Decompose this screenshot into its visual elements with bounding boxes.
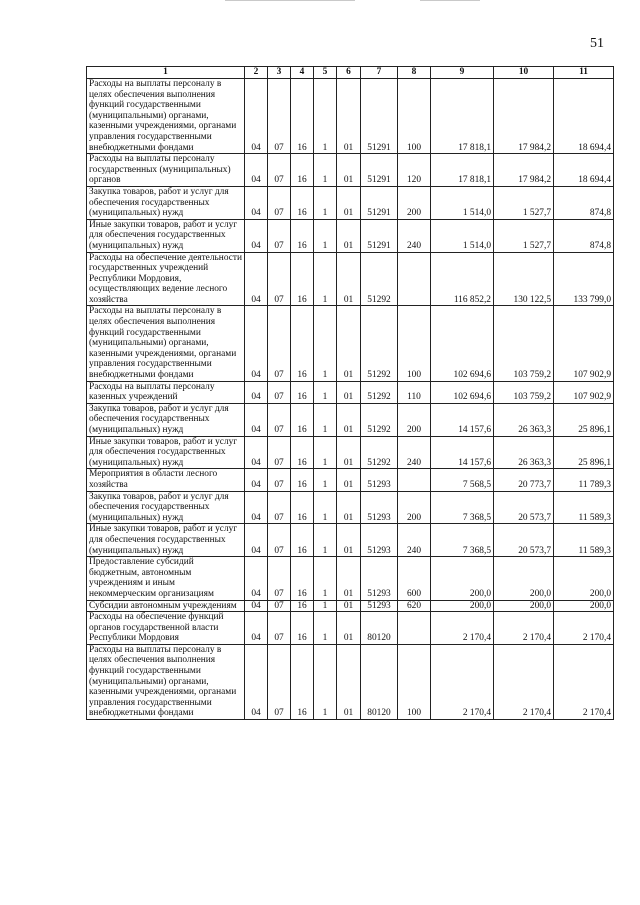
cell-amount: 130 122,5 — [494, 252, 554, 306]
cell-code: 1 — [314, 154, 337, 187]
cell-code: 80120 — [361, 644, 398, 719]
cell-code: 110 — [398, 381, 431, 403]
cell-amount: 2 170,4 — [554, 644, 614, 719]
cell-code: 01 — [337, 524, 361, 557]
cell-expense-name: Закупка товаров, работ и услуг для обеспечения государственных (муниципальных) нужд — [87, 403, 245, 436]
cell-code: 01 — [337, 219, 361, 252]
cell-code: 1 — [314, 403, 337, 436]
cell-expense-name: Предоставление субсидий бюджетным, автономным учреждениям и иным некоммерческим организациям — [87, 557, 245, 600]
cell-code: 51292 — [361, 436, 398, 469]
cell-expense-name: Расходы на выплаты персоналу в целях обеспечения выполнения функций государственными (муниципальными) органами, казенными учреждениями, органами управления государственными внебюджетными фондами — [87, 306, 245, 381]
cell-code: 16 — [291, 600, 314, 612]
cell-code: 07 — [268, 612, 291, 645]
cell-code: 16 — [291, 469, 314, 491]
cell-expense-name: Иные закупки товаров, работ и услуг для обеспечения государственных (муниципальных) нужд — [87, 524, 245, 557]
table-row — [87, 154, 614, 187]
cell-code: 07 — [268, 306, 291, 381]
header-row — [87, 67, 614, 79]
cell-code: 51293 — [361, 491, 398, 524]
cell-amount: 1 527,7 — [494, 186, 554, 219]
cell-code: 16 — [291, 524, 314, 557]
cell-amount: 11 589,3 — [554, 524, 614, 557]
column-header: 7 — [361, 67, 398, 79]
cell-code: 240 — [398, 524, 431, 557]
cell-code: 01 — [337, 154, 361, 187]
budget-table — [86, 66, 614, 720]
cell-expense-name: Иные закупки товаров, работ и услуг для обеспечения государственных (муниципальных) нужд — [87, 436, 245, 469]
cell-code: 1 — [314, 186, 337, 219]
cell-code: 07 — [268, 403, 291, 436]
cell-code: 51293 — [361, 524, 398, 557]
cell-code: 04 — [245, 252, 268, 306]
cell-code: 600 — [398, 557, 431, 600]
cell-amount: 200,0 — [431, 557, 494, 600]
cell-amount: 1 514,0 — [431, 219, 494, 252]
cell-code: 51292 — [361, 306, 398, 381]
cell-amount: 102 694,6 — [431, 306, 494, 381]
cell-code: 04 — [245, 557, 268, 600]
cell-code: 100 — [398, 79, 431, 154]
column-header: 9 — [431, 67, 494, 79]
cell-amount: 2 170,4 — [554, 612, 614, 645]
cell-code: 16 — [291, 557, 314, 600]
cell-code: 07 — [268, 252, 291, 306]
cell-code — [398, 252, 431, 306]
cell-amount: 17 984,2 — [494, 154, 554, 187]
cell-code: 240 — [398, 219, 431, 252]
cell-amount: 11 589,3 — [554, 491, 614, 524]
cell-code: 07 — [268, 186, 291, 219]
cell-amount: 26 363,3 — [494, 436, 554, 469]
cell-code: 04 — [245, 644, 268, 719]
cell-expense-name: Расходы на выплаты персоналу в целях обеспечения выполнения функций государственными (муниципальными) органами, казенными учреждениями, органами управления государственными внебюджетными фондами — [87, 644, 245, 719]
page-number: 51 — [590, 36, 604, 51]
cell-expense-name: Расходы на обеспечение функций органов государственной власти Республики Мордовия — [87, 612, 245, 645]
cell-amount: 7 568,5 — [431, 469, 494, 491]
cell-code: 07 — [268, 644, 291, 719]
cell-code: 16 — [291, 186, 314, 219]
cell-code: 1 — [314, 491, 337, 524]
cell-code: 04 — [245, 600, 268, 612]
cell-code: 51293 — [361, 600, 398, 612]
cell-expense-name: Иные закупки товаров, работ и услуг для обеспечения государственных (муниципальных) нужд — [87, 219, 245, 252]
column-header: 5 — [314, 67, 337, 79]
cell-code: 07 — [268, 381, 291, 403]
cell-expense-name: Расходы на выплаты персоналу государственных (муниципальных) органов — [87, 154, 245, 187]
cell-code: 01 — [337, 644, 361, 719]
cell-code: 04 — [245, 403, 268, 436]
cell-code: 01 — [337, 186, 361, 219]
cell-amount: 17 818,1 — [431, 154, 494, 187]
cell-amount: 1 527,7 — [494, 219, 554, 252]
table-row — [87, 252, 614, 306]
cell-code: 01 — [337, 612, 361, 645]
table-row — [87, 79, 614, 154]
cell-code: 01 — [337, 306, 361, 381]
cell-code: 1 — [314, 557, 337, 600]
cell-expense-name: Закупка товаров, работ и услуг для обеспечения государственных (муниципальных) нужд — [87, 186, 245, 219]
cell-code: 07 — [268, 600, 291, 612]
cell-amount: 200,0 — [554, 557, 614, 600]
cell-code: 16 — [291, 219, 314, 252]
cell-code: 1 — [314, 612, 337, 645]
cell-amount: 25 896,1 — [554, 436, 614, 469]
cell-code: 07 — [268, 79, 291, 154]
cell-amount: 20 573,7 — [494, 491, 554, 524]
cell-expense-name: Мероприятия в области лесного хозяйства — [87, 469, 245, 491]
cell-code: 07 — [268, 154, 291, 187]
cell-code: 1 — [314, 79, 337, 154]
cell-expense-name: Расходы на выплаты персоналу в целях обеспечения выполнения функций государственными (муниципальными) органами, казенными учреждениями, органами управления государственными внебюджетными фондами — [87, 79, 245, 154]
table-row — [87, 612, 614, 645]
cell-code: 16 — [291, 491, 314, 524]
column-header: 8 — [398, 67, 431, 79]
cell-amount: 116 852,2 — [431, 252, 494, 306]
cell-code: 1 — [314, 600, 337, 612]
cell-code: 16 — [291, 381, 314, 403]
cell-code: 16 — [291, 306, 314, 381]
table-row — [87, 491, 614, 524]
cell-code: 07 — [268, 491, 291, 524]
cell-code: 51291 — [361, 219, 398, 252]
cell-code: 1 — [314, 524, 337, 557]
cell-code: 1 — [314, 436, 337, 469]
cell-code: 51293 — [361, 557, 398, 600]
table-row — [87, 600, 614, 612]
cell-code: 04 — [245, 306, 268, 381]
cell-code: 100 — [398, 644, 431, 719]
cell-code: 16 — [291, 436, 314, 469]
cell-amount: 874,8 — [554, 186, 614, 219]
column-header: 1 — [87, 67, 245, 79]
cell-amount: 25 896,1 — [554, 403, 614, 436]
cell-code: 04 — [245, 186, 268, 219]
cell-code: 01 — [337, 79, 361, 154]
cell-amount: 1 514,0 — [431, 186, 494, 219]
cell-code: 01 — [337, 381, 361, 403]
cell-amount: 200,0 — [494, 557, 554, 600]
cell-code: 1 — [314, 469, 337, 491]
cell-code: 04 — [245, 524, 268, 557]
column-header: 3 — [268, 67, 291, 79]
cell-code: 51291 — [361, 154, 398, 187]
cell-code: 80120 — [361, 612, 398, 645]
table-row — [87, 524, 614, 557]
cell-expense-name: Закупка товаров, работ и услуг для обеспечения государственных (муниципальных) нужд — [87, 491, 245, 524]
cell-code: 07 — [268, 436, 291, 469]
table-row — [87, 186, 614, 219]
cell-amount: 26 363,3 — [494, 403, 554, 436]
cell-code: 51291 — [361, 79, 398, 154]
cell-code: 01 — [337, 436, 361, 469]
cell-amount: 11 789,3 — [554, 469, 614, 491]
table-row — [87, 403, 614, 436]
cell-amount: 17 984,2 — [494, 79, 554, 154]
cell-code: 01 — [337, 403, 361, 436]
cell-code: 01 — [337, 469, 361, 491]
cell-code: 1 — [314, 252, 337, 306]
cell-code: 51293 — [361, 469, 398, 491]
cell-amount: 133 799,0 — [554, 252, 614, 306]
table-row — [87, 306, 614, 381]
cell-code: 16 — [291, 154, 314, 187]
cell-code: 07 — [268, 219, 291, 252]
cell-code: 240 — [398, 436, 431, 469]
cell-code: 120 — [398, 154, 431, 187]
top-scan-line-right — [420, 0, 480, 1]
cell-code: 01 — [337, 557, 361, 600]
cell-code: 100 — [398, 306, 431, 381]
cell-amount: 2 170,4 — [431, 644, 494, 719]
table-row — [87, 557, 614, 600]
cell-code: 200 — [398, 186, 431, 219]
cell-amount: 2 170,4 — [431, 612, 494, 645]
cell-code: 04 — [245, 219, 268, 252]
cell-code — [398, 469, 431, 491]
cell-amount: 20 773,7 — [494, 469, 554, 491]
cell-expense-name: Субсидии автономным учреждениям — [87, 600, 245, 612]
cell-code: 01 — [337, 252, 361, 306]
cell-code: 1 — [314, 219, 337, 252]
cell-code: 07 — [268, 469, 291, 491]
cell-code: 51292 — [361, 252, 398, 306]
column-header: 4 — [291, 67, 314, 79]
cell-code: 07 — [268, 524, 291, 557]
cell-amount: 2 170,4 — [494, 612, 554, 645]
cell-code: 16 — [291, 252, 314, 306]
cell-amount: 7 368,5 — [431, 491, 494, 524]
table-row — [87, 436, 614, 469]
cell-amount: 14 157,6 — [431, 436, 494, 469]
cell-code: 04 — [245, 79, 268, 154]
column-header: 2 — [245, 67, 268, 79]
table-row — [87, 219, 614, 252]
cell-amount: 20 573,7 — [494, 524, 554, 557]
cell-amount: 103 759,2 — [494, 381, 554, 403]
cell-code: 16 — [291, 612, 314, 645]
cell-amount: 18 694,4 — [554, 79, 614, 154]
cell-code: 1 — [314, 381, 337, 403]
cell-code: 04 — [245, 469, 268, 491]
table-row — [87, 469, 614, 491]
cell-code: 620 — [398, 600, 431, 612]
cell-amount: 107 902,9 — [554, 381, 614, 403]
cell-code: 1 — [314, 306, 337, 381]
cell-expense-name: Расходы на обеспечение деятельности государственных учреждений Республики Мордовия, осуществляющих ведение лесного хозяйства — [87, 252, 245, 306]
column-header: 11 — [554, 67, 614, 79]
cell-code: 01 — [337, 491, 361, 524]
cell-amount: 107 902,9 — [554, 306, 614, 381]
cell-amount: 200,0 — [431, 600, 494, 612]
cell-amount: 17 818,1 — [431, 79, 494, 154]
table-row — [87, 644, 614, 719]
column-header: 10 — [494, 67, 554, 79]
cell-code: 51291 — [361, 186, 398, 219]
cell-code: 04 — [245, 436, 268, 469]
cell-code: 04 — [245, 491, 268, 524]
cell-code: 16 — [291, 403, 314, 436]
cell-code: 04 — [245, 154, 268, 187]
cell-code: 1 — [314, 644, 337, 719]
cell-code — [398, 612, 431, 645]
column-header: 6 — [337, 67, 361, 79]
cell-code: 07 — [268, 557, 291, 600]
cell-amount: 103 759,2 — [494, 306, 554, 381]
cell-amount: 200,0 — [554, 600, 614, 612]
cell-amount: 200,0 — [494, 600, 554, 612]
cell-code: 04 — [245, 381, 268, 403]
cell-amount: 102 694,6 — [431, 381, 494, 403]
cell-code: 16 — [291, 79, 314, 154]
cell-code: 04 — [245, 612, 268, 645]
cell-amount: 874,8 — [554, 219, 614, 252]
cell-code: 51292 — [361, 403, 398, 436]
cell-code: 01 — [337, 600, 361, 612]
cell-amount: 7 368,5 — [431, 524, 494, 557]
cell-amount: 2 170,4 — [494, 644, 554, 719]
cell-code: 51292 — [361, 381, 398, 403]
cell-amount: 14 157,6 — [431, 403, 494, 436]
cell-expense-name: Расходы на выплаты персоналу казенных учреждений — [87, 381, 245, 403]
table-row — [87, 381, 614, 403]
cell-code: 200 — [398, 403, 431, 436]
cell-amount: 18 694,4 — [554, 154, 614, 187]
cell-code: 16 — [291, 644, 314, 719]
cell-code: 200 — [398, 491, 431, 524]
top-scan-line — [225, 0, 355, 1]
